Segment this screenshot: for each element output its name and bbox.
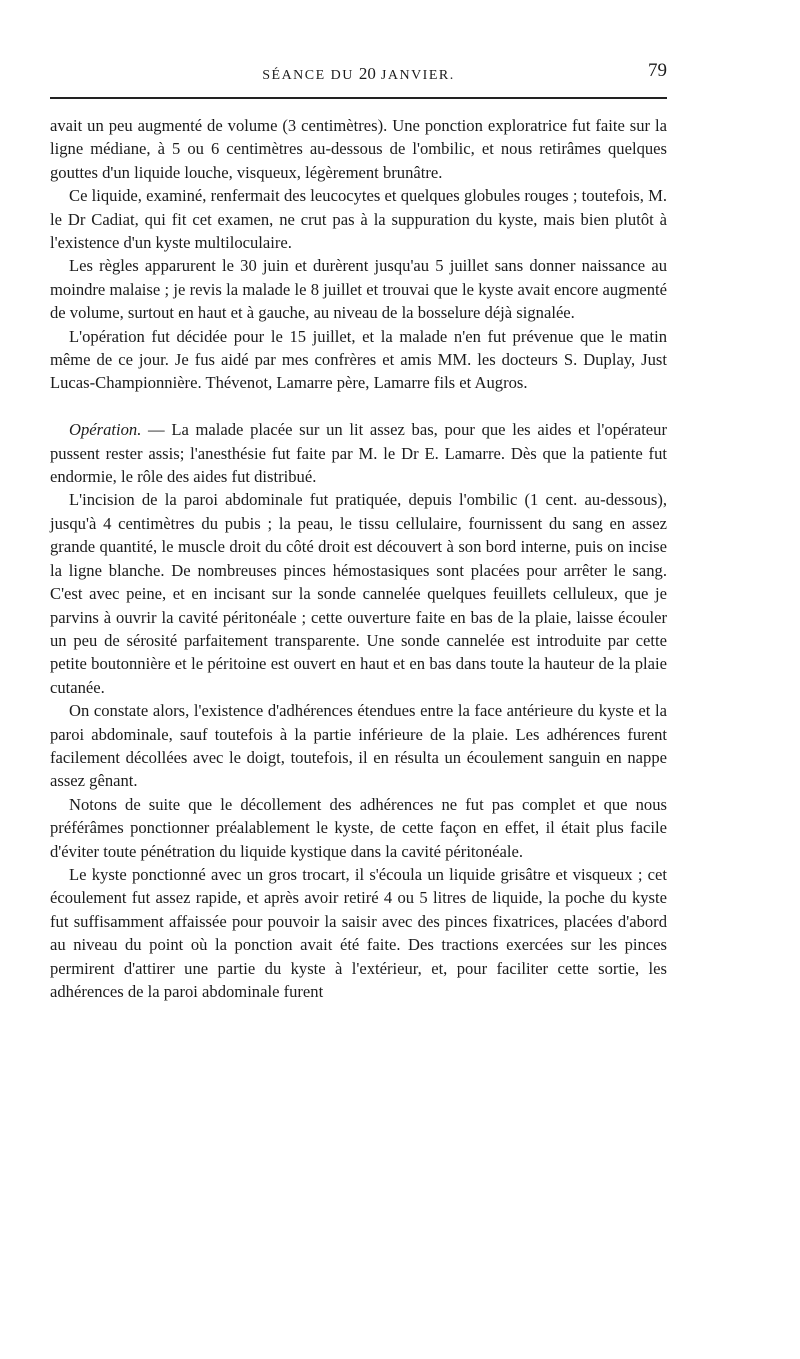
page-number: 79 — [648, 60, 667, 81]
paragraph: Ce liquide, examiné, renfermait des leucocytes et quelques globules rouges ; toutefois, M. le Dr Cadiat, qui fit cet examen, ne crut pas à la suppuration du kyste, mais bien plutôt à l'existence d'un kyste multiloculaire. — [50, 186, 667, 253]
body-text — [50, 114, 667, 1003]
paragraph-text: — La malade placée sur un lit assez bas, pour que les aides et l'opérateur pussent rester assis; l'anesthésie fut faite par M. le Dr E. Lamarre. Dès que la patiente fut endormie, le rôle des aides fut distribué. — [50, 420, 667, 487]
operation-paragraph — [50, 418, 667, 488]
paragraph: Notons de suite que le décollement des adhérences ne fut pas complet et que nous préférâmes ponctionner préalablement le kyste, de cette façon en effet, il était plus facile d'éviter toute pénétration du liquide kystique dans la cavité péritonéale. — [50, 794, 667, 861]
header-rule — [50, 97, 667, 99]
page-header — [50, 60, 667, 86]
paragraph: Le kyste ponctionné avec un gros trocart, il s'écoula un liquide grisâtre et visqueux ; cet écoulement fut assez rapide, et après avoir retiré 4 ou 5 litres de liquide, la poche du kyste fut suffisamment affaissée pour pouvoir la saisir avec des pinces fixatrices, placées d'abord au niveau du point où la ponction avait été faite. Des tractions exercées sur les pinces permirent d'attirer une partie du kyste à l'extérieur, et, pour faciliter cette sortie, les adhérences de la paroi abdominale furent — [50, 864, 667, 1002]
paragraph: On constate alors, l'existence d'adhérences étendues entre la face antérieure du kyste et la paroi abdominale, sauf toutefois à la partie inférieure de la plaie. Les adhérences furent facilement décollées avec le doigt, toutefois, il en résulta un écoulement sanguin en nappe assez gênant. — [50, 701, 667, 791]
paragraph: L'incision de la paroi abdominale fut pratiquée, depuis l'ombilic (1 cent. au-dessous), jusqu'à 4 centimètres du pubis ; la peau, le tissu cellulaire, fournissent du sang en assez grande quantité, le muscle droit du côté droit est découvert à son bord interne, puis on incise la ligne blanche. De nombreuses pinces hémostasiques sont placées pour arrêter le sang. C'est avec peine, et en incisant sur la sonde cannelée quelques feuillets celluleux, que je parvins à ouvrir la cavité péritonéale ; cette ouverture faite en bas de la plaie, laisse écouler un peu de sérosité parfaitement transparente. Une sonde cannelée est introduite par cette petite boutonnière et le péritoine est ouvert en haut et en bas dans toute la hauteur de la plaie cutanée. — [50, 490, 667, 697]
paragraph: Les règles apparurent le 30 juin et durèrent jusqu'au 5 juillet sans donner naissance au moindre malaise ; je revis la malade le 8 juillet et trouvai que le kyste avait encore augmenté de volume, surtout en haut et à gauche, au niveau de la bosselure déjà signalée. — [50, 256, 667, 323]
paragraph: L'opération fut décidée pour le 15 juillet, et la malade n'en fut prévenue que le matin même de ce jour. Je fus aidé par mes confrères et amis MM. les docteurs S. Duplay, Just Lucas-Championnière. Thévenot, Lamarre père, Lamarre fils et Augros. — [50, 326, 667, 393]
section-heading: Opération. — [69, 420, 142, 440]
paragraph: avait un peu augmenté de volume (3 centimètres). Une ponction exploratrice fut faite sur la ligne médiane, à 5 ou 6 centimètres au-dessous de l'ombilic, et nous retirâmes quelques gouttes d'un liquide louche, visqueux, légèrement brunâtre. — [50, 116, 667, 182]
running-title: SÉANCE DU 20 JANVIER. — [262, 64, 455, 83]
